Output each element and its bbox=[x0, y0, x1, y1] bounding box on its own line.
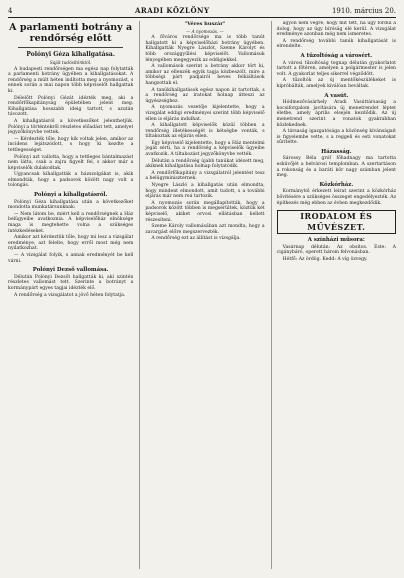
paragraph: Hódmezővásárhely Aradi Vasúttársaság a kocsiforgalom javítására új menetrendet léptet életbe, amely április elsején kezdődik. Az új menetrend szerint a vonatok gyakrabban közlekednek. bbox=[276, 100, 396, 128]
paragraph: Polónyi azt vallotta, hogy a tettleges bántalmazást nem látta, csak a zajra figyelt fel, s akkor már a képviselők dulakodtak. bbox=[8, 154, 134, 171]
paragraph: Nyegre László a kihallgatás után elmondta, hogy mindent elmondott, amit tudott, s a további eljárás már nem reá tartozik. bbox=[145, 183, 265, 200]
article-title: "Véres huszár" bbox=[184, 21, 226, 27]
paragraph: A vallomások szerint a botrány akkor tört ki, amikor az ellenzék egyik tagja közbeszólt, mire a többségi párt padjairól heves felkiáltások hangzottak el. bbox=[145, 64, 265, 86]
paragraph: A nyomozás során megállapították, hogy a padsorok között többen is megsérültek, köztük két képviselő, akiket orvosi ellátásban kellett részesíteni. bbox=[145, 200, 265, 223]
divider bbox=[18, 47, 123, 48]
paragraph: — A vizsgálat folyik, s annak eredményét be kell várni. bbox=[8, 253, 134, 264]
paper-name: ARADI KÖZLÖNY bbox=[134, 6, 210, 15]
section-heading: Polónyi Dezső vallomása. bbox=[32, 267, 109, 274]
paragraph: Délután Polónyi Dezsőt hallgatták ki, aki szintén részletes vallomást tett. Szerinte a botrányt a kormánypárt egyes tagjai idézték elő. bbox=[8, 274, 134, 291]
paragraph: A tűzoltók az új mentőkészülékeket is kipróbálták, amelyek kiválóan beváltak. bbox=[276, 78, 396, 89]
byline: Saját tudósítónktól. bbox=[49, 60, 92, 65]
literature-arts-heading: IRODALOM ÉS MŰVÉSZET. bbox=[277, 210, 396, 234]
paragraph: Délelőtt Polónyi Gézát idézték meg, aki a rendőrfőkapitányság épületében jelent meg. Kihallgatása hosszabb ideig tartott, s azután távozott. bbox=[8, 95, 134, 118]
paragraph: Egy képviselő kijelentette, hogy a Ház mentelmi jogát sérti, ha a rendőrség a képviselők ügyeibe avatkozik. A tiltakozást jegyzőkönyvbe vették. bbox=[145, 140, 265, 158]
paragraph: A városi tűzoltóság tegnap délután gyakorlatot tartott a főtéren, amelyen a polgármester is jelen volt. A gyakorlat teljes sikerrel végződött. bbox=[276, 60, 396, 77]
paragraph: A rendőrfőkapitány a vizsgálatról jelentést tesz a belügyminiszternek. bbox=[145, 170, 265, 182]
columns bbox=[8, 21, 396, 569]
section-heading: A vasút. bbox=[324, 92, 349, 99]
paragraph: A főváros rendőrsége ma is több tanút hallgatott ki a képviselőházi botrány ügyében. Kihallgatták Nyegre Lászlót, Szeme Károlyt és több országgyűlési képviselőt. Vallomásuk lényegében megegyezik az eddigiekkel. bbox=[145, 35, 265, 63]
paragraph: A rendőrség további tanúk kihallgatását is elrendelte. bbox=[276, 38, 396, 50]
paragraph: Polónyi Géza kihallgatása után a következőket mondotta munkatársunknak: bbox=[8, 199, 134, 211]
section-heading: A színházi műsora: bbox=[307, 237, 365, 244]
paragraph: Hétfő: Az ördög. Kedd: A víg özvegy. bbox=[282, 257, 368, 262]
paragraph: A rendőrség ezt az állítást is vizsgálja. bbox=[151, 236, 241, 242]
paragraph: A társaság igazgatósága a közönség kívánságait is figyelembe vette, s a reggeli és esti vonatokat sűrítette. bbox=[276, 129, 396, 146]
paragraph: Szeme Károly vallomásában azt mondta, hogy a zavargást előre megszervezték. bbox=[145, 224, 265, 235]
paragraph: A rendőrség a vizsgálatot a jövő héten folytatja. bbox=[14, 292, 126, 298]
paragraph: A tanúkihallgatások egész napon át tartottak, s a rendőrség az iratokat holnap átteszi az ügyészséghez. bbox=[145, 87, 265, 104]
paragraph: A kihallgatásról a következőket jelenthetjük. Polónyi a történtekről részletes előadást tett, amelyet jegyzőkönyvbe vettek. bbox=[8, 118, 134, 136]
paragraph: Amikor azt kérdeztük tőle, hogy mi lesz a vizsgálat eredménye, azt felelte, hogy erről most még nem nyilatkozhat. bbox=[8, 235, 134, 252]
subhead: Polónyi Géza kihallgatása. bbox=[26, 51, 115, 58]
paragraph: A kihallgatott képviselők közül többen a rendőrség illetékességét is kétségbe vonták, s tiltakoztak az eljárás ellen. bbox=[145, 123, 265, 140]
paragraph: Délután a rendőrség újabb tanúkat idézett meg, akiknek kihallgatása holnap folytatódik. bbox=[145, 158, 265, 170]
page-number: 4 bbox=[8, 7, 13, 15]
paragraph: — Kérdezték tőle, hogy kik voltak jelen, amikor az incidens lejátszódott, s hogy ki kezdte a tettlegességet. bbox=[8, 136, 134, 153]
section-heading: Polónyi a kihallgatásról. bbox=[33, 192, 108, 199]
column-3 bbox=[271, 21, 396, 569]
headline: A parlamenti botrány a rendőrség előtt bbox=[9, 22, 133, 44]
section-heading: Házasság. bbox=[321, 148, 352, 155]
paragraph: — Nem látom be, miért kell a rendőrségnek a Ház belügyeibe avatkoznia. A képviselőház elnöksége maga is megtehette volna a szükséges intézkedéseket. bbox=[8, 211, 134, 234]
column-1 bbox=[8, 21, 133, 569]
paragraph: A budapesti rendőrségen ma egész nap folytatták a parlamenti botrány ügyében a kihallgatásokat. A rendőrség a múlt héten indította meg a nyomozást, s ennek során a mai napon több képviselőt hallgattak ki. bbox=[8, 66, 134, 94]
masthead bbox=[8, 6, 396, 18]
paragraph: Ugyancsak kihallgatták a házszolgákat is, akik elmondták, hogy a padsorok között nagy volt a tolongás. bbox=[8, 172, 134, 189]
column-2 bbox=[139, 21, 264, 569]
paragraph: Sárossy Béla gróf főhadnagy ma tartotta esküvőjét a belvárosi templomban. A szertartáson a rokonság és a baráti kör nagy számban jelent meg. bbox=[276, 156, 396, 179]
paragraph: Vasárnap délután: Az obsitos. Este: A cigánybáró, operett három felvonásban. bbox=[276, 244, 396, 256]
section-heading: A tűzoltóság a városért. bbox=[300, 52, 373, 59]
paragraph: agyon nem végre, hogy mit tett, ha úgy fordul a dolog, hogy az ügy bíróság elé kerül. A vizsgálat eredménye azonban még nem ismeretes. bbox=[276, 21, 396, 38]
section-heading: Közkórház. bbox=[319, 181, 354, 188]
newspaper-page bbox=[8, 6, 396, 566]
paragraph: A nyomozás vezetője kijelentette, hogy a vizsgálat eddigi eredményei szerint több képviselő ellen is eljárás indulhat. bbox=[145, 105, 265, 122]
paragraph: Kormánytól érkezett leirat szerint a közkórház bővítésére a szükséges összeget engedélyezték. Az építkezés még ebben az évben megkezdődik. bbox=[276, 189, 396, 206]
issue-date: 1910. március 20. bbox=[331, 7, 396, 15]
byline: — A nyomozás. — bbox=[186, 28, 224, 34]
